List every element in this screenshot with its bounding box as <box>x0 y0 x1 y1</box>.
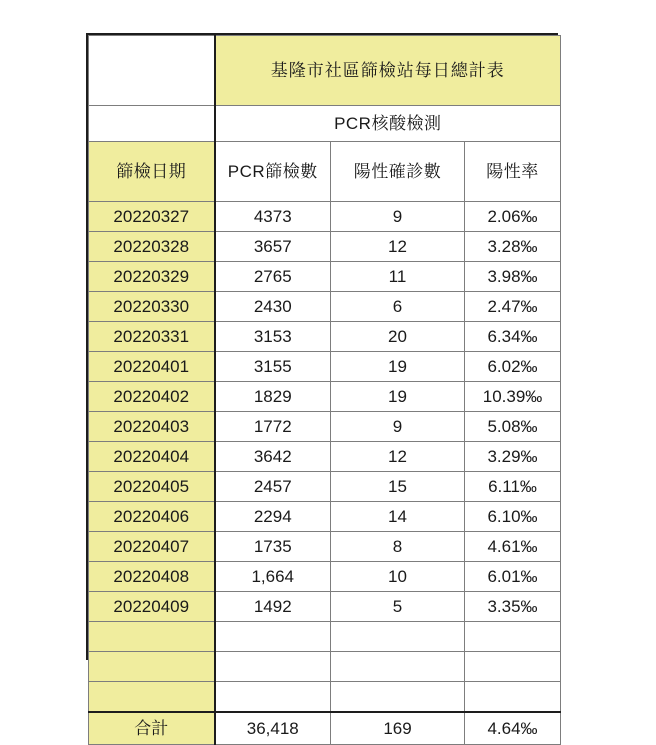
cell-date <box>89 622 215 652</box>
cell-pcr-tests: 2765 <box>215 262 331 292</box>
table-row <box>89 562 561 592</box>
cell-date: 20220329 <box>89 262 215 292</box>
cell-pcr-tests: 3155 <box>215 352 331 382</box>
table-row <box>89 232 561 262</box>
column-header-pcr-tests: PCR篩檢數 <box>215 142 331 202</box>
cell-positive-rate: 4.61‰ <box>465 532 561 562</box>
cell-positive-rate: 6.10‰ <box>465 502 561 532</box>
corner-cell-lower <box>89 106 215 142</box>
cell-positive-rate: 6.34‰ <box>465 322 561 352</box>
cell-positive-rate: 4.64‰ <box>465 712 561 745</box>
cell-positives: 19 <box>331 352 465 382</box>
cell-positives: 15 <box>331 472 465 502</box>
cell-pcr-tests <box>215 622 331 652</box>
cell-positives: 8 <box>331 532 465 562</box>
column-header-positives: 陽性確診數 <box>331 142 465 202</box>
cell-positives <box>331 622 465 652</box>
cell-date: 20220404 <box>89 442 215 472</box>
table-row <box>89 442 561 472</box>
cell-pcr-tests: 36,418 <box>215 712 331 745</box>
cell-pcr-tests: 2294 <box>215 502 331 532</box>
column-header-row <box>89 142 561 202</box>
title-row <box>89 36 561 106</box>
cell-date <box>89 652 215 682</box>
cell-pcr-tests: 3657 <box>215 232 331 262</box>
cell-date: 20220327 <box>89 202 215 232</box>
cell-positives: 9 <box>331 202 465 232</box>
cell-positive-rate: 6.11‰ <box>465 472 561 502</box>
cell-positives: 11 <box>331 262 465 292</box>
cell-positives <box>331 652 465 682</box>
table-row <box>89 592 561 622</box>
cell-positives: 19 <box>331 382 465 412</box>
cell-pcr-tests: 1772 <box>215 412 331 442</box>
cell-positive-rate: 2.47‰ <box>465 292 561 322</box>
cell-positive-rate: 5.08‰ <box>465 412 561 442</box>
table-row-blank <box>89 652 561 682</box>
table-row <box>89 532 561 562</box>
page-title: 基隆市社區篩檢站每日總計表 <box>215 36 561 106</box>
cell-pcr-tests: 3642 <box>215 442 331 472</box>
cell-date: 合計 <box>89 712 215 745</box>
column-header-positive-rate: 陽性率 <box>465 142 561 202</box>
cell-positive-rate: 3.28‰ <box>465 232 561 262</box>
cell-pcr-tests: 1735 <box>215 532 331 562</box>
cell-date: 20220328 <box>89 232 215 262</box>
table-row <box>89 322 561 352</box>
table-row <box>89 472 561 502</box>
cell-pcr-tests <box>215 652 331 682</box>
cell-pcr-tests: 4373 <box>215 202 331 232</box>
table-row <box>89 352 561 382</box>
cell-date: 20220331 <box>89 322 215 352</box>
cell-positives: 12 <box>331 442 465 472</box>
cell-positive-rate <box>465 652 561 682</box>
cell-positive-rate: 3.98‰ <box>465 262 561 292</box>
table-row-blank <box>89 682 561 713</box>
cell-positive-rate <box>465 682 561 713</box>
cell-date: 20220330 <box>89 292 215 322</box>
table-row <box>89 412 561 442</box>
cell-positives: 6 <box>331 292 465 322</box>
cell-pcr-tests: 1,664 <box>215 562 331 592</box>
subheader-row <box>89 106 561 142</box>
data-grid <box>88 35 561 745</box>
cell-positive-rate: 6.01‰ <box>465 562 561 592</box>
cell-pcr-tests: 2430 <box>215 292 331 322</box>
cell-positives: 9 <box>331 412 465 442</box>
cell-positive-rate: 6.02‰ <box>465 352 561 382</box>
table-row-blank <box>89 622 561 652</box>
cell-positives: 20 <box>331 322 465 352</box>
cell-date: 20220403 <box>89 412 215 442</box>
cell-positive-rate: 10.39‰ <box>465 382 561 412</box>
cell-pcr-tests <box>215 682 331 713</box>
subheader-label: PCR核酸檢測 <box>215 106 561 142</box>
cell-positives <box>331 682 465 713</box>
cell-positive-rate <box>465 622 561 652</box>
cell-date: 20220407 <box>89 532 215 562</box>
cell-pcr-tests: 3153 <box>215 322 331 352</box>
cell-positives: 10 <box>331 562 465 592</box>
cell-date: 20220408 <box>89 562 215 592</box>
screening-summary-table <box>86 33 558 738</box>
cell-date <box>89 682 215 713</box>
cell-pcr-tests: 1829 <box>215 382 331 412</box>
table-row <box>89 202 561 232</box>
table-row <box>89 292 561 322</box>
cell-date: 20220405 <box>89 472 215 502</box>
cell-positives: 169 <box>331 712 465 745</box>
table-row <box>89 382 561 412</box>
total-row <box>89 712 561 745</box>
cell-date: 20220401 <box>89 352 215 382</box>
cell-date: 20220402 <box>89 382 215 412</box>
cell-date: 20220409 <box>89 592 215 622</box>
cell-date: 20220406 <box>89 502 215 532</box>
cell-positives: 5 <box>331 592 465 622</box>
table-row <box>89 502 561 532</box>
column-header-date: 篩檢日期 <box>89 142 215 202</box>
cell-positive-rate: 3.29‰ <box>465 442 561 472</box>
cell-positives: 12 <box>331 232 465 262</box>
cell-pcr-tests: 1492 <box>215 592 331 622</box>
cell-pcr-tests: 2457 <box>215 472 331 502</box>
grid-body <box>89 36 561 745</box>
corner-cell <box>89 36 215 106</box>
cell-positives: 14 <box>331 502 465 532</box>
table-row <box>89 262 561 292</box>
cell-positive-rate: 3.35‰ <box>465 592 561 622</box>
cell-positive-rate: 2.06‰ <box>465 202 561 232</box>
